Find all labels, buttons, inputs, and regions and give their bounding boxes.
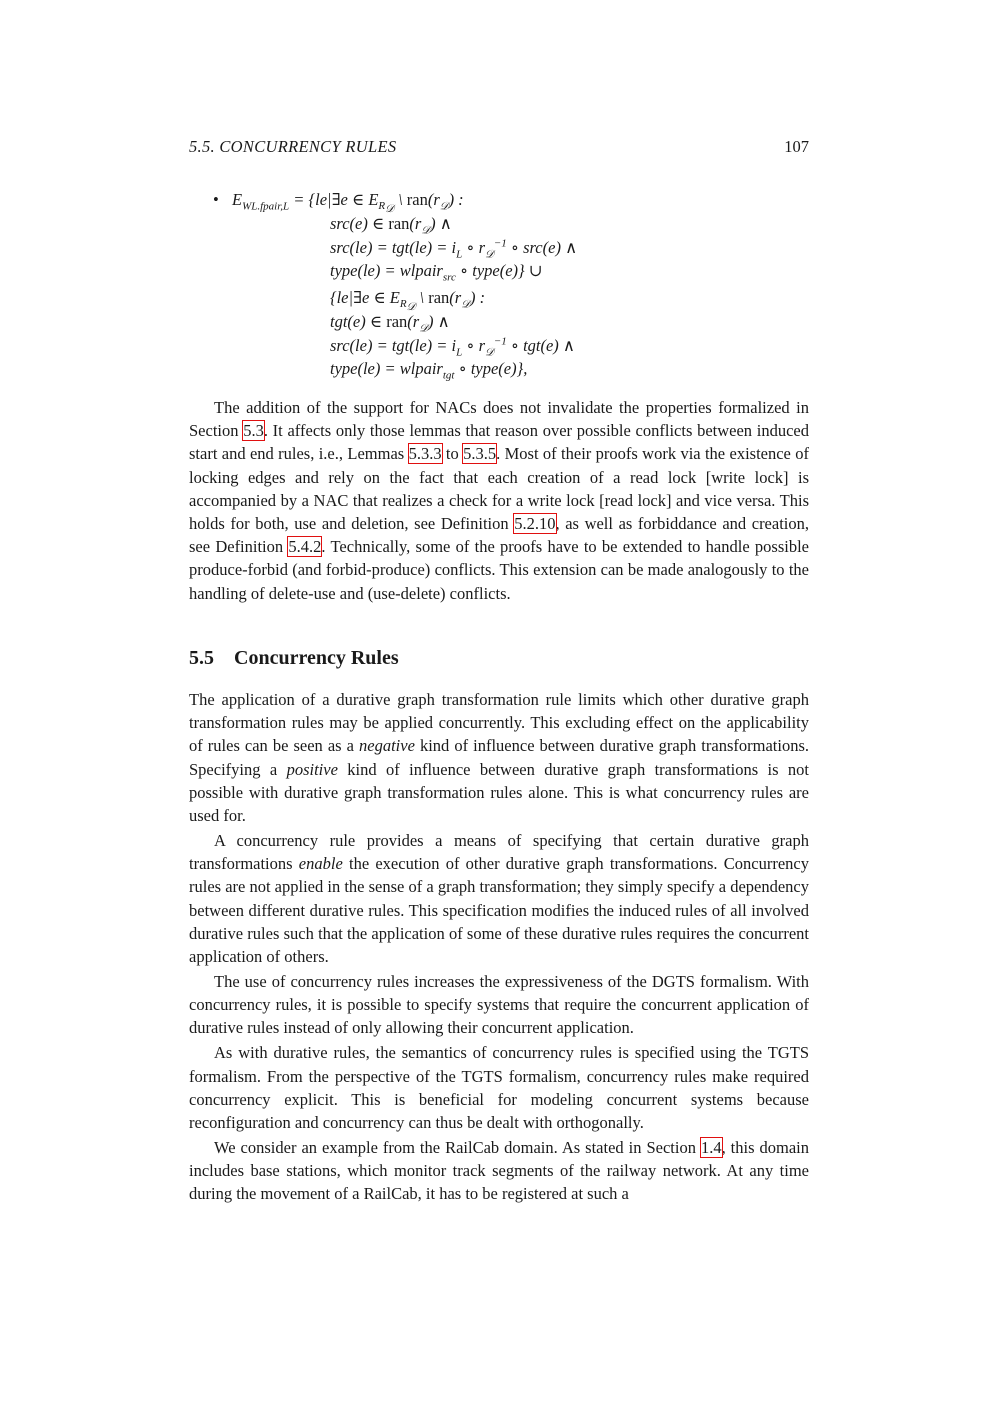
formula-line-1: $E_{WL.fpair,L}$ = {le|∃e ∈ $E_{R_𝒟}$ \ $ran(r_𝒟)$ : [232,190,464,216]
text-run: kind of influence between durative graph transformations. Specifying a [189,736,809,779]
formula-line-3: $src(le) = tgt(le) = i_L$ ∘ $r_𝒟^{-1}$ ∘ src(e) ∧ [330,237,578,261]
paragraph-3: The use of concurrency rules increases the expressiveness of the DGTS formalism. With concurrency rules, it is possible to specify systems that require the concurrent application of durative rules instead of only allowing their concurrent application. [189,972,809,1038]
paragraph-1 [189,688,809,827]
formula-line-5: {le|∃e ∈ $E_{R_𝒟}$ \ $ran(r_𝒟)$ : [330,288,486,314]
section-number: 5.5 [189,646,214,669]
text-run: . Technically, some of the proofs have to be extended to handle possible produce-forbid (and forbid-produce) conflicts. This extension can be made analogously to the handling of delete-use and (use-delete) conflicts. [189,537,809,603]
section-heading [189,647,809,670]
text-run: . It affects only those lemmas that reason over possible conflicts between induced start and end rules, i.e., Lemmas [189,421,809,464]
definition-ref-link[interactable]: 5.4.2 [288,537,322,557]
formula-line-2: src(e) ∈ $ran(r_𝒟)$ ∧ [330,214,452,237]
section-title: Concurrency Rules [234,646,399,669]
bullet: • [213,190,219,209]
formula-line-6: tgt(e) ∈ $ran(r_𝒟)$ ∧ [330,312,450,335]
page-number: 107 [784,137,809,156]
section-ref-link[interactable]: 1.4 [700,1138,722,1158]
formula-line-4: type(le) = wlpair$_{src}$ ∘ type(e)} ∪ [330,261,543,284]
text-run: , this domain includes base stations, which monitor track segments of the railway network. At any time during the movement of a RailCab, it has to be registered at such a [189,1138,809,1204]
emphasis: negative [359,736,415,756]
lemma-ref-link[interactable]: 5.3.3 [408,444,442,464]
body-text [189,396,809,1206]
emphasis: enable [298,854,343,874]
text-run: the execution of other durative graph transformations. Concurrency rules are not applied in the sense of a graph transformation; they simply specify a dependency between different durative rules. This specification modifies the induced rules of all involved durative rules such that the application of some of these durative rules requires the concurrent application of others. [189,854,809,967]
formula-line-8: type(le) = wlpair$_{tgt}$ ∘ type(e)}, [330,359,528,382]
text-run: The addition of the support for NACs does not invalidate the properties formalized in Section [189,398,809,441]
formula-line-7: $src(le) = tgt(le) = i_L$ ∘ $r_𝒟^{-1}$ ∘ tgt(e) ∧ [330,335,576,359]
text-run: The application of a durative graph transformation rule limits which other durative graph transformation rules may be applied concurrently. This excluding effect on the applicability of rules can be seen as a [189,690,809,756]
emphasis: positive [286,759,338,779]
lemma-ref-link[interactable]: 5.3.5 [463,444,497,464]
paragraph-nac [189,396,809,605]
text-run: kind of influence between durative graph transformations is not possible with durative graph transformation rules alone. This is what concurrency rules are used for. [189,759,810,826]
running-title: 5.5. CONCURRENCY RULES [189,137,397,156]
definition-ref-link[interactable]: 5.2.10 [514,514,556,534]
paragraph-2 [189,829,809,968]
section-ref-link[interactable]: 5.3 [243,421,264,441]
paragraph-5 [189,1136,809,1206]
paragraph-4: As with durative rules, the semantics of concurrency rules is specified using the TGTS formalism. From the perspective of the TGTS formalism, concurrency rules make required concurrency explicit. This is beneficial for modeling concurrent systems because reconfiguration and concurrency can thus be dealt with orthogonally. [189,1043,809,1133]
page-header [189,137,809,159]
text-run: We consider an example from the RailCab domain. As stated in Section [214,1138,701,1158]
text-run: . Most of their proofs work via the existence of locking edges and rely on the fact that each creation of a read lock [write lock] is accompanied by a NAC that realizes a check for a write lock [read lock] and vice versa. This holds for both, use and deletion, see Definition [189,444,809,534]
text-run: to [441,444,464,464]
text-run: , as well as forbiddance and creation, see Definition [189,514,810,557]
text-run: A concurrency rule provides a means of specifying that certain durative graph transformations [189,831,809,874]
